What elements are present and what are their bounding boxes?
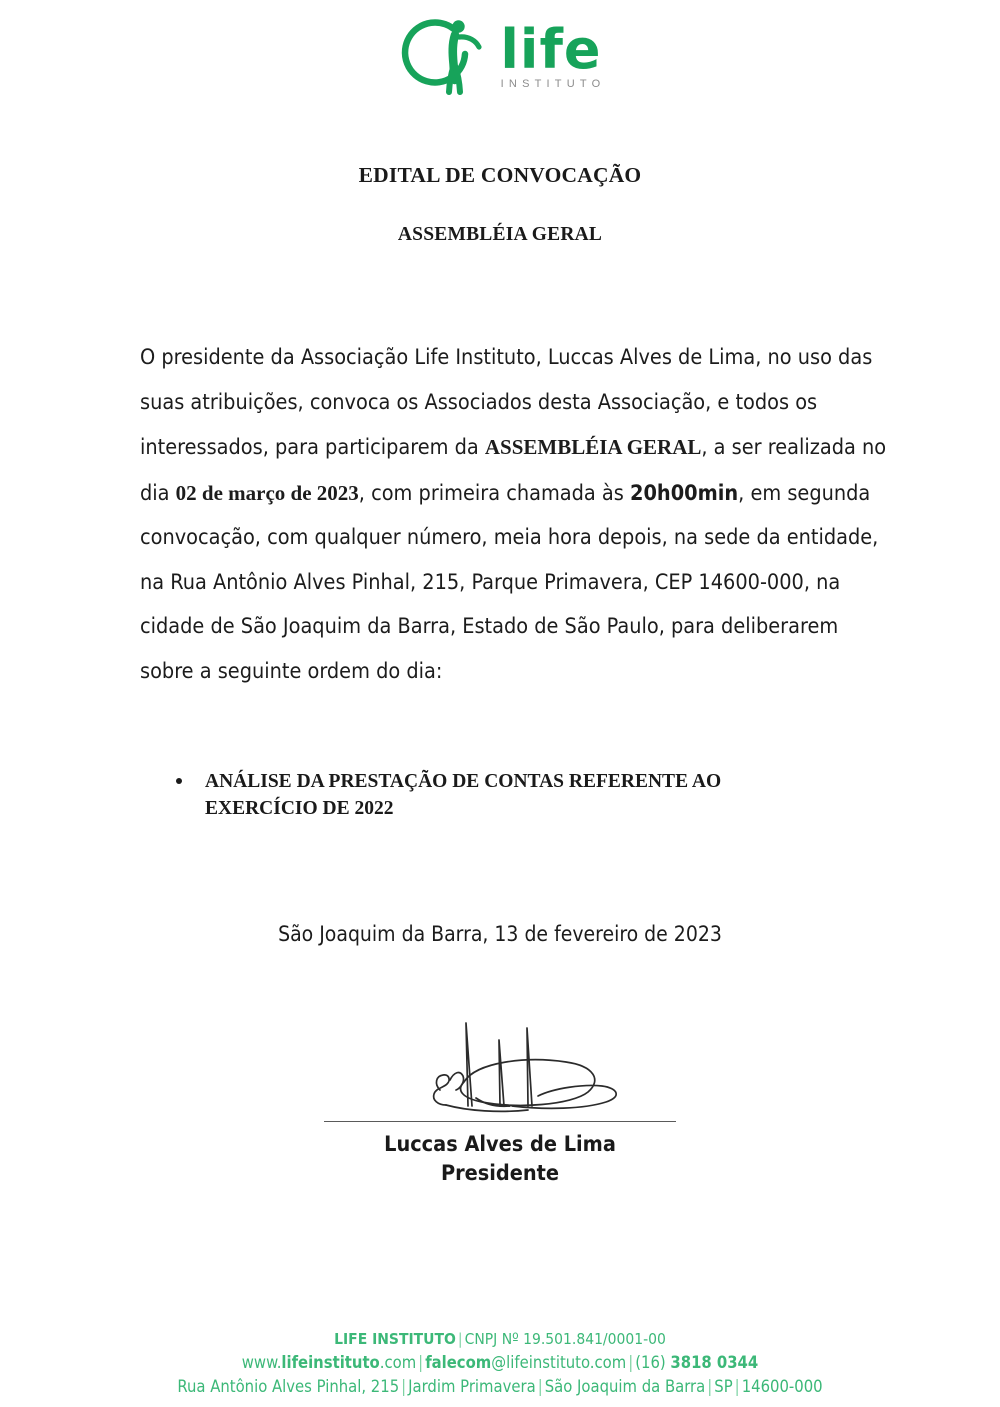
signature-block bbox=[0, 1010, 1000, 1188]
agenda-item-line-2: EXERCÍCIO DE 2022 bbox=[205, 798, 394, 819]
agenda-list bbox=[140, 768, 892, 822]
logo-instituto-text: INSTITUTO bbox=[500, 77, 606, 90]
footer-website-tld: .com bbox=[379, 1353, 417, 1372]
page-footer bbox=[0, 1327, 1000, 1399]
handwritten-signature-icon bbox=[416, 1010, 646, 1118]
footer-website-name: lifeinstituto bbox=[281, 1353, 380, 1372]
footer-line-address bbox=[0, 1375, 1000, 1399]
logo-header bbox=[0, 14, 1000, 104]
footer-phone-ddd: (16) bbox=[635, 1353, 671, 1372]
document-title: EDITAL DE CONVOCAÇÃO bbox=[358, 163, 642, 187]
signature-line bbox=[324, 1121, 676, 1122]
footer-line-brand bbox=[0, 1327, 1000, 1351]
agenda-item-line-1: ANÁLISE DA PRESTAÇÃO DE CONTAS REFERENTE AO bbox=[205, 771, 722, 792]
footer-separator: | bbox=[457, 1330, 463, 1348]
footer-line-contact bbox=[0, 1351, 1000, 1375]
body-paragraph bbox=[140, 336, 892, 694]
footer-zip: 14600-000 bbox=[741, 1377, 823, 1396]
footer-separator: | bbox=[537, 1377, 543, 1396]
body-text-part-4: , em segunda convocação, com qualquer número, meia hora depois, na sede da entidade, na Rua Antônio Alves Pinhal, 215, Parque Primavera, CEP 14600-000, na cidade de São Joaquim da Barra, Estado de São Paulo, para deliberarem sobre a seguinte ordem do dia: bbox=[140, 480, 879, 684]
footer-email-domain: @lifeinstituto.com bbox=[491, 1353, 627, 1372]
document-subtitle: ASSEMBLÉIA GERAL bbox=[397, 224, 603, 245]
footer-email-user: falecom bbox=[425, 1353, 492, 1372]
signatory-role: Presidente bbox=[440, 1161, 560, 1186]
footer-separator: | bbox=[628, 1353, 634, 1372]
footer-separator: | bbox=[734, 1377, 740, 1396]
footer-separator: | bbox=[707, 1377, 713, 1396]
place-and-date: São Joaquim da Barra, 13 de fevereiro de 2023 bbox=[278, 922, 722, 946]
logo-inner bbox=[395, 14, 606, 98]
footer-district: Jardim Primavera bbox=[408, 1377, 536, 1396]
footer-phone-number: 3818 0344 bbox=[670, 1353, 759, 1372]
footer-brand: LIFE INSTITUTO bbox=[334, 1330, 456, 1348]
body-text-part-3: , com primeira chamada às bbox=[358, 480, 630, 506]
signatory-name: Luccas Alves de Lima bbox=[384, 1132, 616, 1157]
logo-life-text: life bbox=[500, 18, 602, 82]
footer-separator: | bbox=[401, 1377, 407, 1396]
body-emphasis-time: 20h00min bbox=[630, 480, 739, 506]
footer-state: SP bbox=[714, 1377, 733, 1396]
body-text-part-1: O presidente da Associação Life Instituto, Luccas Alves de Lima, no uso das suas atribuições, convoca os Associados desta Associação, e todos os interessados, para participarem da bbox=[140, 345, 873, 460]
body-emphasis-assembleia: ASSEMBLÉIA GERAL bbox=[484, 435, 702, 459]
footer-separator: | bbox=[418, 1353, 424, 1372]
body-emphasis-date: 02 de março de 2023 bbox=[175, 480, 359, 505]
footer-street: Rua Antônio Alves Pinhal, 215 bbox=[177, 1377, 400, 1396]
body-text-part-2: , a ser realizada no dia bbox=[140, 435, 887, 506]
footer-city: São Joaquim da Barra bbox=[544, 1377, 706, 1396]
agenda-list-item bbox=[140, 768, 892, 822]
footer-cnpj: CNPJ Nº 19.501.841/0001-00 bbox=[464, 1330, 666, 1348]
logo-wordmark bbox=[497, 18, 606, 90]
life-instituto-logo-mark bbox=[395, 14, 491, 98]
footer-website-prefix: www. bbox=[241, 1353, 282, 1372]
signature-wrapper bbox=[324, 1010, 676, 1122]
